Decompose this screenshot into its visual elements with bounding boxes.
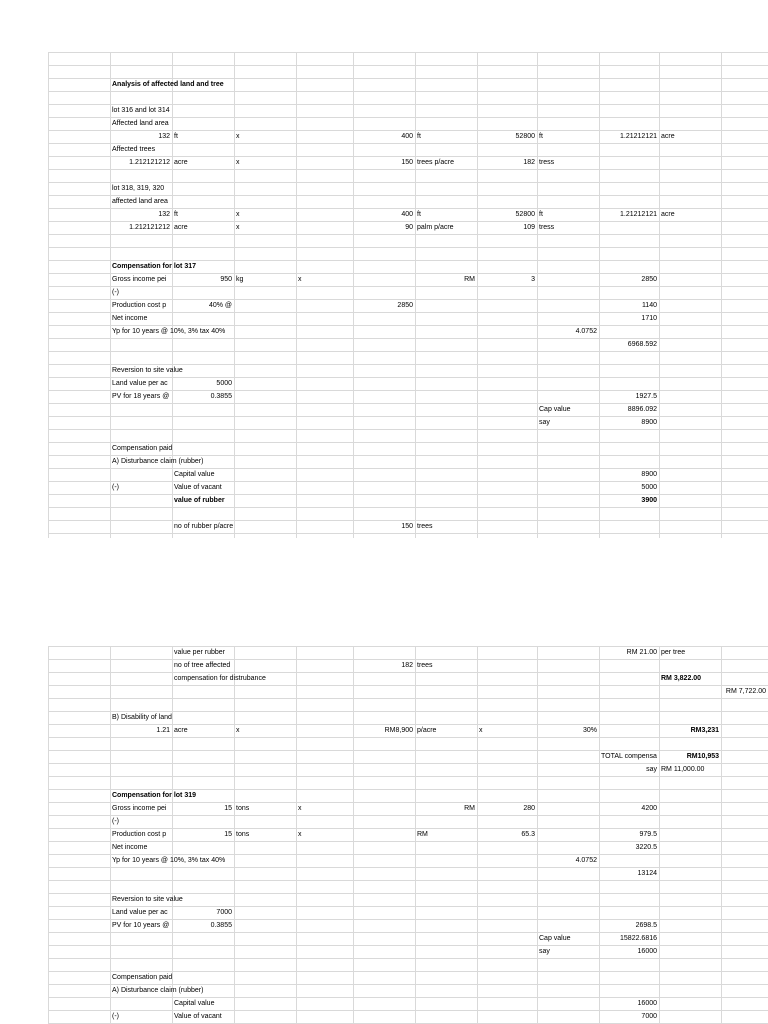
sheet-cell: RM10,953 (686, 753, 719, 760)
sheet-cell: 979.5 (639, 831, 657, 838)
sheet-cell: Cap value (539, 406, 571, 413)
sheet-cell: RM 3,822.00 (661, 675, 702, 682)
sheet-cell: Compensation paid (112, 974, 173, 981)
sheet-cell: Production cost p (112, 831, 167, 838)
sheet-cell: 150 (401, 159, 413, 166)
sheet-cell: B) Disability of land (112, 714, 172, 721)
sheet-cell: 2850 (397, 302, 413, 309)
sheet-cell: 1140 (641, 302, 657, 309)
sheet-cell: 0.3855 (210, 922, 232, 929)
sheet-cell: Compensation for lot 319 (112, 792, 197, 799)
sheet-cell: Yp for 10 years @ 10%, 3% tax 40% (112, 328, 226, 335)
sheet-cell: 4200 (641, 805, 657, 812)
sheet-cell: acre (661, 133, 675, 140)
sheet-cell: RM3,231 (690, 727, 719, 734)
sheet-cell: 7000 (641, 1013, 657, 1020)
sheet-cell: 1710 (641, 315, 657, 322)
sheet-cell: 400 (401, 133, 413, 140)
sheet-cell: Net income (112, 315, 148, 322)
sheet-cell: RM8,900 (384, 727, 413, 734)
sheet-cell: 280 (523, 805, 535, 812)
sheet-cell: x (298, 831, 302, 838)
sheet-cell: (-) (112, 289, 119, 296)
sheet-cell: tress (539, 159, 555, 166)
sheet-cell: ft (417, 133, 421, 140)
sheet-cell: Value of vacant (174, 484, 222, 491)
sheet-cell: 0.3855 (210, 393, 232, 400)
sheet-cell: 3220.5 (635, 844, 657, 851)
sheet-cell: RM 11,000.00 (661, 766, 705, 773)
sheet-cell: 7000 (216, 909, 232, 916)
sheet-cell: RM 7,722.00 (725, 688, 766, 695)
sheet-cell: kg (236, 276, 244, 283)
sheet-cell: trees (417, 523, 433, 530)
sheet-cell: trees (417, 662, 433, 669)
sheet-cell: ft (417, 211, 421, 218)
sheet-cell: Reversion to site value (112, 896, 183, 903)
sheet-cell: Capital value (174, 471, 215, 478)
sheet-cell: 109 (523, 224, 535, 231)
spreadsheet-page-2 (48, 646, 768, 1024)
sheet-cell: Gross income pei (112, 805, 167, 812)
sheet-cell: 1.21212121 (620, 211, 657, 218)
sheet-cell: no of rubber p/acre (174, 523, 234, 530)
sheet-cell: say (539, 948, 550, 955)
sheet-cell: 950 (220, 276, 232, 283)
sheet-cell: 1927.5 (635, 393, 657, 400)
sheet-cell: say (539, 419, 550, 426)
sheet-cell: 2698.5 (635, 922, 657, 929)
sheet-cell: 16000 (637, 948, 657, 955)
sheet-cell: x (236, 727, 240, 734)
sheet-cell: value of rubber (174, 497, 225, 504)
sheet-cell: 1.212121212 (129, 159, 170, 166)
sheet-cell: Compensation paid (112, 445, 173, 452)
sheet-cell: Compensation for lot 317 (112, 263, 197, 270)
sheet-cell: 15 (224, 831, 232, 838)
sheet-cell: 8900 (641, 419, 657, 426)
sheet-cell: 182 (523, 159, 535, 166)
sheet-cell: ft (174, 211, 178, 218)
sheet-cell: palm p/acre (417, 224, 454, 231)
sheet-cell: 5000 (216, 380, 232, 387)
sheet-cell: A) Disturbance claim (rubber) (112, 987, 204, 994)
sheet-cell: x (298, 805, 302, 812)
sheet-cell: RM 21.00 (626, 649, 657, 656)
sheet-cell: (-) (112, 1013, 119, 1020)
sheet-cell: lot 318, 319, 320 (112, 185, 165, 192)
sheet-cell: 15 (224, 805, 232, 812)
sheet-cell: 2850 (641, 276, 657, 283)
sheet-cell: acre (174, 224, 188, 231)
sheet-cell: lot 316 and lot 314 (112, 107, 170, 114)
sheet-cell: 90 (405, 224, 413, 231)
sheet-cell: x (236, 224, 240, 231)
sheet-cell: 15822.6816 (620, 935, 657, 942)
sheet-cell: Reversion to site value (112, 367, 183, 374)
sheet-cell: 8896.092 (627, 406, 657, 413)
sheet-cell: 5000 (641, 484, 657, 491)
sheet-cell: tress (539, 224, 555, 231)
sheet-cell: (-) (112, 818, 119, 825)
sheet-cell: 4.0752 (575, 857, 597, 864)
spreadsheet-page-1 (48, 52, 768, 538)
sheet-cell: p/acre (417, 727, 437, 734)
sheet-cell: x (236, 211, 240, 218)
sheet-cell: Analysis of affected land and tree (112, 81, 224, 88)
sheet-cell: 400 (401, 211, 413, 218)
sheet-cell: 4.0752 (575, 328, 597, 335)
sheet-cell: per tree (661, 649, 686, 656)
sheet-cell: ft (174, 133, 178, 140)
sheet-cell: Cap value (539, 935, 571, 942)
sheet-cell: affected land area (112, 198, 168, 205)
sheet-cell: 13124 (637, 870, 657, 877)
sheet-cell: Gross income pei (112, 276, 167, 283)
sheet-cell: A) Disturbance claim (rubber) (112, 458, 204, 465)
sheet-cell: RM (464, 805, 475, 812)
sheet-cell: tons (236, 805, 250, 812)
sheet-cell: PV for 18 years @ (112, 393, 170, 400)
sheet-cell: 182 (401, 662, 413, 669)
sheet-cell: no of tree affected (174, 662, 231, 669)
sheet-cell: acre (174, 159, 188, 166)
sheet-cell: 52800 (515, 133, 535, 140)
sheet-cell: x (479, 727, 483, 734)
sheet-cell: ft (539, 211, 543, 218)
sheet-cell: RM (464, 276, 475, 283)
sheet-cell: 132 (158, 133, 170, 140)
sheet-cell: 65.3 (521, 831, 535, 838)
sheet-cell: RM (417, 831, 428, 838)
sheet-cell: acre (661, 211, 675, 218)
sheet-cell: tons (236, 831, 250, 838)
sheet-cell: 1.21212121 (620, 133, 657, 140)
sheet-cell: 6968.592 (627, 341, 657, 348)
sheet-cell: 8900 (641, 471, 657, 478)
sheet-cell: x (236, 133, 240, 140)
sheet-cell: Production cost p (112, 302, 167, 309)
sheet-cell: PV for 10 years @ (112, 922, 170, 929)
sheet-cell: Affected land area (112, 120, 169, 127)
sheet-cell: 150 (401, 523, 413, 530)
sheet-cell: Affected trees (112, 146, 156, 153)
sheet-cell: 40% @ (208, 302, 232, 309)
sheet-cell: 30% (582, 727, 597, 734)
sheet-cell: Land value per ac (112, 380, 168, 387)
sheet-cell: trees p/acre (417, 159, 454, 166)
sheet-cell: Net income (112, 844, 148, 851)
sheet-cell: TOTAL compensa (601, 753, 657, 760)
sheet-cell: Yp for 10 years @ 10%, 3% tax 40% (112, 857, 226, 864)
sheet-cell: x (298, 276, 302, 283)
sheet-cell: Capital value (174, 1000, 215, 1007)
sheet-cell: 132 (158, 211, 170, 218)
sheet-cell: compensation for distrubance (174, 675, 266, 682)
sheet-cell: value per rubber (174, 649, 225, 656)
sheet-cell: 3900 (641, 497, 657, 504)
sheet-cell: 3 (531, 276, 535, 283)
sheet-cell: Land value per ac (112, 909, 168, 916)
sheet-cell: 16000 (637, 1000, 657, 1007)
sheet-cell: (-) (112, 484, 119, 491)
sheet-cell: x (236, 159, 240, 166)
sheet-cell: 1.21 (156, 727, 170, 734)
sheet-cell: ft (539, 133, 543, 140)
sheet-cell: acre (174, 727, 188, 734)
sheet-cell: 52800 (515, 211, 535, 218)
sheet-cell: Value of vacant (174, 1013, 222, 1020)
sheet-cell: 1.212121212 (129, 224, 170, 231)
sheet-cell: say (646, 766, 657, 773)
